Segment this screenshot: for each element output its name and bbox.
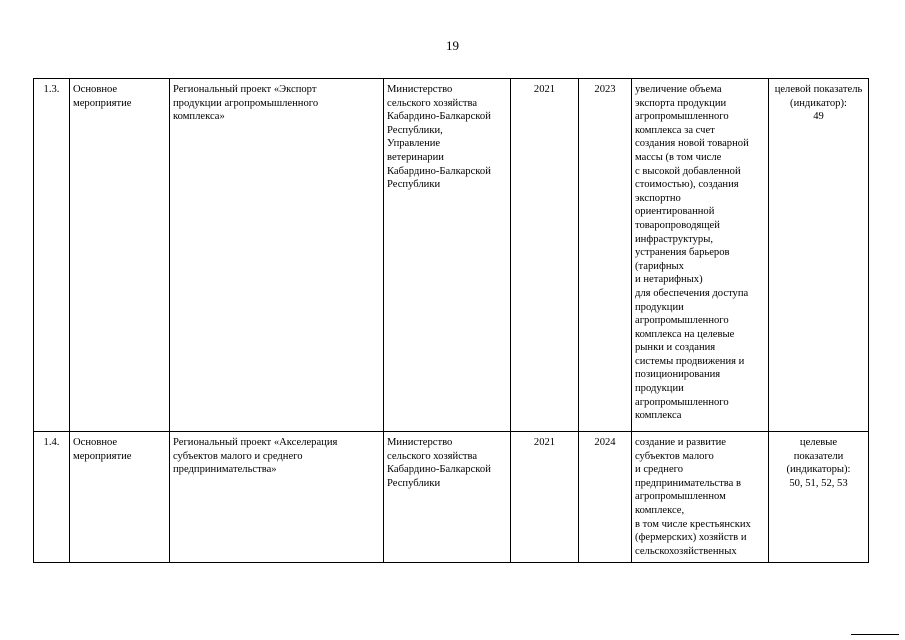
expected-result-cell <box>632 432 769 563</box>
end-year: 2024 <box>594 437 616 448</box>
start-year-cell <box>511 432 579 563</box>
activity-type-cell <box>70 432 170 563</box>
project-name-cell <box>170 79 384 432</box>
executor-cell <box>384 79 511 432</box>
activity-type: Основное мероприятие <box>73 84 132 109</box>
expected-result: увеличение объема экспорта продукции агропромышленного комплекса за счет создания новой товарной массы (в том числе с высокой добавленной стоимостью), создания экспортно ориентированной товаропроводящей инфраструктуры, устранения барьеров (тарифных и нетарифных) для обеспечения доступа продукции агропромышленного комплекса на целевые рынки и создания системы продвижения и позиционирования продукции агропромышленного комплекса <box>635 84 749 422</box>
activity-type: Основное мероприятие <box>73 437 132 462</box>
executor: Министерство сельского хозяйства Кабардино-Балкарской Республики <box>387 437 491 489</box>
end-year-cell <box>579 432 632 563</box>
row-number-cell <box>34 79 70 432</box>
footer-rule <box>851 634 899 635</box>
executor-cell <box>384 432 511 563</box>
activity-type-cell <box>70 79 170 432</box>
start-year-cell <box>511 79 579 432</box>
indicator-cell <box>769 79 869 432</box>
indicator-cell <box>769 432 869 563</box>
indicator: целевой показатель (индикатор): 49 <box>774 84 863 123</box>
indicator: целевые показатели (индикаторы): 50, 51, 52, 53 <box>786 437 851 489</box>
end-year-cell <box>579 79 632 432</box>
project-name: Региональный проект «Акселерация субъектов малого и среднего предпринимательства» <box>173 437 338 476</box>
row-number-cell <box>34 432 70 563</box>
row-number: 1.3. <box>43 84 60 95</box>
project-name: Региональный проект «Экспорт продукции агропромышленного комплекса» <box>173 84 319 123</box>
executor: Министерство сельского хозяйства Кабардино-Балкарской Республики, Управление ветеринарии Кабардино-Балкарской Республики <box>387 84 491 191</box>
start-year: 2021 <box>533 84 556 95</box>
page-number: 19 <box>446 38 459 53</box>
project-name-cell <box>170 432 384 563</box>
start-year: 2021 <box>533 437 556 448</box>
row-number: 1.4. <box>43 437 60 448</box>
expected-result-cell <box>632 79 769 432</box>
expected-result: создание и развитие субъектов малого и среднего предпринимательства в агропромышленном комплексе, в том числе крестьянских (фермерских) хозяйств и сельскохозяйственных <box>635 437 751 557</box>
end-year: 2023 <box>594 84 616 95</box>
activities-table <box>33 78 869 563</box>
table-row <box>34 79 869 432</box>
table-row <box>34 432 869 563</box>
